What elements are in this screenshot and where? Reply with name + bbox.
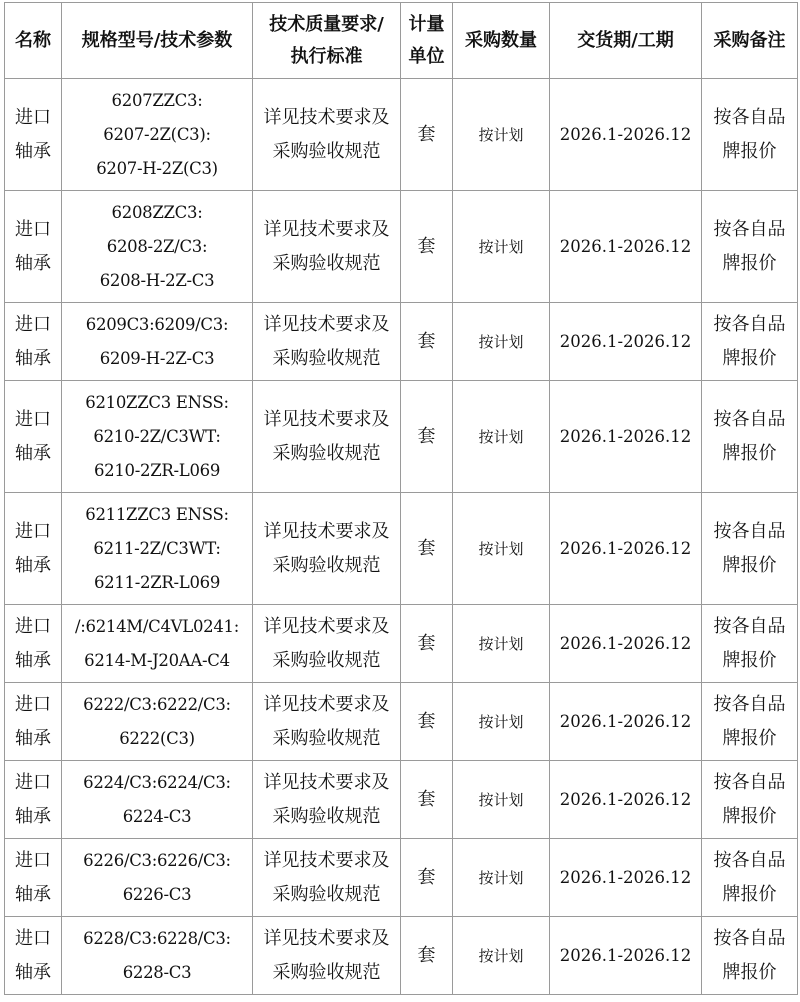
cell-name: 进口 轴承 [5, 493, 62, 605]
cell-period: 2026.1-2026.12 [550, 761, 702, 839]
cell-period: 2026.1-2026.12 [550, 605, 702, 683]
cell-name: 进口 轴承 [5, 839, 62, 917]
table-header-row [5, 3, 798, 79]
cell-spec: 6224/C3:6224/C3: 6224-C3 [62, 761, 253, 839]
cell-note: 按各自品 牌报价 [702, 493, 798, 605]
cell-name: 进口 轴承 [5, 381, 62, 493]
table-row [5, 761, 798, 839]
cell-standard: 详见技术要求及 采购验收规范 [253, 917, 401, 995]
header-name: 名称 [5, 3, 62, 79]
cell-spec: 6228/C3:6228/C3: 6228-C3 [62, 917, 253, 995]
cell-qty: 按计划 [453, 381, 550, 493]
cell-period: 2026.1-2026.12 [550, 839, 702, 917]
cell-note: 按各自品 牌报价 [702, 761, 798, 839]
cell-note: 按各自品 牌报价 [702, 79, 798, 191]
header-period: 交货期/工期 [550, 3, 702, 79]
cell-period: 2026.1-2026.12 [550, 683, 702, 761]
cell-name: 进口 轴承 [5, 79, 62, 191]
cell-spec: /:6214M/C4VL0241: 6214-M-J20AA-C4 [62, 605, 253, 683]
cell-name: 进口 轴承 [5, 683, 62, 761]
cell-unit: 套 [401, 493, 453, 605]
cell-note: 按各自品 牌报价 [702, 191, 798, 303]
cell-period: 2026.1-2026.12 [550, 79, 702, 191]
cell-name: 进口 轴承 [5, 191, 62, 303]
cell-period: 2026.1-2026.12 [550, 191, 702, 303]
cell-period: 2026.1-2026.12 [550, 493, 702, 605]
cell-qty: 按计划 [453, 761, 550, 839]
cell-period: 2026.1-2026.12 [550, 917, 702, 995]
header-qty: 采购数量 [453, 3, 550, 79]
cell-name: 进口 轴承 [5, 303, 62, 381]
cell-unit: 套 [401, 605, 453, 683]
cell-name: 进口 轴承 [5, 605, 62, 683]
table-row [5, 683, 798, 761]
procurement-table [4, 2, 798, 995]
cell-name: 进口 轴承 [5, 761, 62, 839]
cell-spec: 6207ZZC3: 6207-2Z(C3): 6207-H-2Z(C3) [62, 79, 253, 191]
cell-unit: 套 [401, 79, 453, 191]
table-row [5, 191, 798, 303]
cell-spec: 6208ZZC3: 6208-2Z/C3: 6208-H-2Z-C3 [62, 191, 253, 303]
cell-spec: 6211ZZC3 ENSS: 6211-2Z/C3WT: 6211-2ZR-L069 [62, 493, 253, 605]
header-note: 采购备注 [702, 3, 798, 79]
table-row [5, 303, 798, 381]
cell-note: 按各自品 牌报价 [702, 683, 798, 761]
cell-note: 按各自品 牌报价 [702, 303, 798, 381]
header-standard: 技术质量要求/ 执行标准 [253, 3, 401, 79]
cell-note: 按各自品 牌报价 [702, 917, 798, 995]
cell-period: 2026.1-2026.12 [550, 381, 702, 493]
cell-period: 2026.1-2026.12 [550, 303, 702, 381]
header-spec: 规格型号/技术参数 [62, 3, 253, 79]
cell-standard: 详见技术要求及 采购验收规范 [253, 303, 401, 381]
cell-standard: 详见技术要求及 采购验收规范 [253, 191, 401, 303]
cell-note: 按各自品 牌报价 [702, 839, 798, 917]
cell-qty: 按计划 [453, 493, 550, 605]
cell-qty: 按计划 [453, 917, 550, 995]
cell-standard: 详见技术要求及 采购验收规范 [253, 79, 401, 191]
table-row [5, 605, 798, 683]
header-unit: 计量 单位 [401, 3, 453, 79]
cell-standard: 详见技术要求及 采购验收规范 [253, 381, 401, 493]
table-row [5, 839, 798, 917]
cell-spec: 6209C3:6209/C3: 6209-H-2Z-C3 [62, 303, 253, 381]
cell-unit: 套 [401, 683, 453, 761]
cell-standard: 详见技术要求及 采购验收规范 [253, 761, 401, 839]
cell-name: 进口 轴承 [5, 917, 62, 995]
cell-note: 按各自品 牌报价 [702, 605, 798, 683]
table-row [5, 917, 798, 995]
cell-unit: 套 [401, 303, 453, 381]
cell-qty: 按计划 [453, 839, 550, 917]
cell-qty: 按计划 [453, 191, 550, 303]
cell-standard: 详见技术要求及 采购验收规范 [253, 683, 401, 761]
cell-qty: 按计划 [453, 79, 550, 191]
cell-unit: 套 [401, 381, 453, 493]
table-row [5, 79, 798, 191]
cell-unit: 套 [401, 191, 453, 303]
cell-unit: 套 [401, 917, 453, 995]
cell-qty: 按计划 [453, 303, 550, 381]
cell-qty: 按计划 [453, 605, 550, 683]
cell-qty: 按计划 [453, 683, 550, 761]
cell-standard: 详见技术要求及 采购验收规范 [253, 493, 401, 605]
cell-standard: 详见技术要求及 采购验收规范 [253, 605, 401, 683]
cell-spec: 6210ZZC3 ENSS: 6210-2Z/C3WT: 6210-2ZR-L069 [62, 381, 253, 493]
cell-unit: 套 [401, 839, 453, 917]
table-row [5, 381, 798, 493]
cell-note: 按各自品 牌报价 [702, 381, 798, 493]
cell-standard: 详见技术要求及 采购验收规范 [253, 839, 401, 917]
cell-unit: 套 [401, 761, 453, 839]
cell-spec: 6226/C3:6226/C3: 6226-C3 [62, 839, 253, 917]
table-row [5, 493, 798, 605]
cell-spec: 6222/C3:6222/C3: 6222(C3) [62, 683, 253, 761]
